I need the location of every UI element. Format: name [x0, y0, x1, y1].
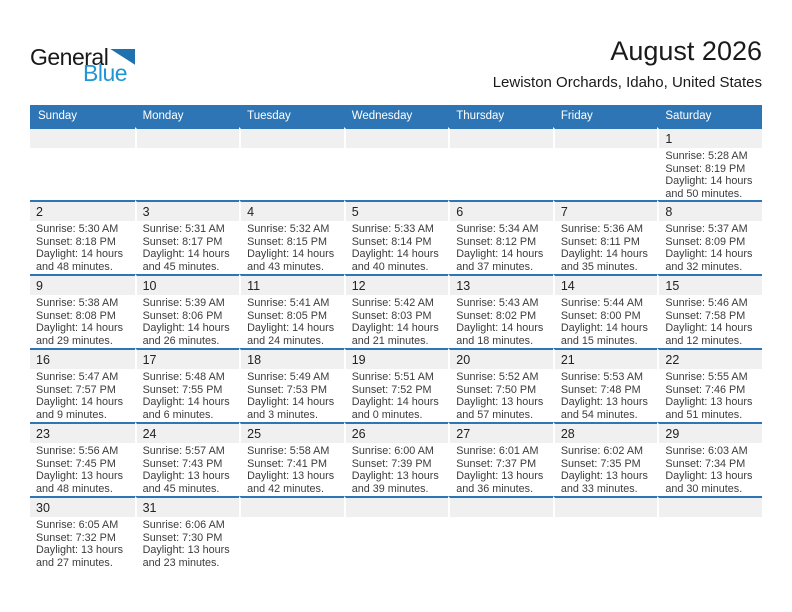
day-number: 28: [555, 424, 658, 443]
day-cell: [448, 200, 553, 274]
daylight-text: Daylight: 13 hours and 57 minutes.: [456, 396, 544, 421]
sunrise-text: Sunrise: 5:34 AM: [456, 223, 539, 235]
daylight-text: Daylight: 14 hours and 3 minutes.: [247, 396, 335, 421]
day-info: [450, 369, 553, 421]
day-info: [555, 517, 658, 519]
empty-day-cell: [657, 496, 762, 570]
day-number: 7: [555, 202, 658, 221]
empty-day-cell: [135, 127, 240, 200]
day-cell: [553, 200, 658, 274]
daylight-text: Daylight: 14 hours and 45 minutes.: [142, 248, 230, 273]
sunset-text: Sunset: 7:48 PM: [560, 383, 641, 396]
week-row: [30, 274, 762, 348]
sunrise-text: Sunrise: 5:39 AM: [142, 297, 225, 309]
sunset-text: Sunset: 7:50 PM: [456, 383, 537, 396]
day-info: [30, 295, 135, 347]
daylight-text: Daylight: 14 hours and 48 minutes.: [36, 248, 124, 273]
sunrise-text: Sunrise: 5:48 AM: [142, 371, 225, 383]
day-info: [137, 369, 240, 421]
day-cell: [135, 496, 240, 570]
sunrise-text: Sunrise: 6:00 AM: [351, 445, 434, 457]
sunset-text: Sunset: 7:43 PM: [142, 457, 223, 470]
sunset-text: Sunset: 8:03 PM: [351, 309, 432, 322]
day-info: [659, 443, 762, 495]
week-row: [30, 200, 762, 274]
day-info: [450, 443, 553, 495]
day-number: 2: [30, 202, 135, 221]
day-info: [137, 517, 240, 569]
sunrise-text: Sunrise: 5:37 AM: [665, 223, 748, 235]
day-info: [346, 517, 449, 519]
day-number: 30: [30, 498, 135, 517]
sunrise-text: Sunrise: 6:03 AM: [665, 445, 748, 457]
day-cell: [657, 274, 762, 348]
sunset-text: Sunset: 8:05 PM: [247, 309, 327, 322]
day-info: [137, 148, 240, 150]
page-subtitle: Lewiston Orchards, Idaho, United States: [492, 74, 762, 91]
sunrise-text: Sunrise: 5:49 AM: [247, 371, 330, 383]
day-number: 27: [450, 424, 553, 443]
day-number: [137, 129, 240, 148]
empty-day-cell: [344, 496, 449, 570]
sunset-text: Sunset: 7:57 PM: [36, 383, 116, 396]
sunrise-text: Sunrise: 5:42 AM: [351, 297, 434, 309]
day-number: 14: [555, 276, 658, 295]
day-info: [241, 295, 344, 347]
day-info: [659, 369, 762, 421]
day-info: [450, 148, 553, 150]
day-number: 26: [346, 424, 449, 443]
day-number: 1: [659, 129, 762, 148]
sunrise-text: Sunrise: 6:05 AM: [36, 519, 119, 531]
sunset-text: Sunset: 7:35 PM: [560, 457, 641, 470]
daylight-text: Daylight: 14 hours and 0 minutes.: [351, 396, 439, 421]
day-number: 12: [346, 276, 449, 295]
empty-day-cell: [553, 496, 658, 570]
day-info: [346, 221, 449, 273]
daylight-text: Daylight: 14 hours and 12 minutes.: [665, 322, 753, 347]
sunset-text: Sunset: 8:02 PM: [456, 309, 537, 322]
day-number: 23: [30, 424, 135, 443]
sunset-text: Sunset: 7:41 PM: [247, 457, 327, 470]
daylight-text: Daylight: 13 hours and 48 minutes.: [36, 470, 124, 495]
sunset-text: Sunset: 8:09 PM: [665, 235, 746, 248]
day-cell: [344, 348, 449, 422]
daylight-text: Daylight: 13 hours and 27 minutes.: [36, 544, 124, 569]
day-number: 4: [241, 202, 344, 221]
day-cell: [30, 200, 135, 274]
day-info: [30, 221, 135, 273]
daylight-text: Daylight: 14 hours and 50 minutes.: [665, 175, 753, 200]
daylight-text: Daylight: 13 hours and 39 minutes.: [351, 470, 439, 495]
day-info: [241, 148, 344, 150]
sunrise-text: Sunrise: 6:06 AM: [142, 519, 225, 531]
day-info: [137, 221, 240, 273]
title-block: [493, 36, 762, 91]
day-cell: [30, 422, 135, 496]
day-number: [30, 129, 135, 148]
sunrise-text: Sunrise: 5:36 AM: [560, 223, 644, 235]
sunrise-text: Sunrise: 5:32 AM: [247, 223, 330, 235]
daylight-text: Daylight: 13 hours and 36 minutes.: [456, 470, 544, 495]
sunrise-text: Sunrise: 5:33 AM: [351, 223, 434, 235]
daylight-text: Daylight: 14 hours and 18 minutes.: [456, 322, 544, 347]
day-cell: [448, 348, 553, 422]
day-cell: [344, 200, 449, 274]
sunset-text: Sunset: 8:17 PM: [142, 235, 223, 248]
weekday-header-friday: Friday: [553, 105, 658, 127]
page-title: August 2026: [610, 36, 762, 66]
empty-day-cell: [448, 127, 553, 200]
sunset-text: Sunset: 7:32 PM: [36, 531, 116, 544]
day-info: [346, 369, 449, 421]
day-info: [659, 295, 762, 347]
day-info: [30, 148, 135, 150]
sunset-text: Sunset: 8:12 PM: [456, 235, 537, 248]
day-info: [450, 221, 553, 273]
day-number: 8: [659, 202, 762, 221]
day-cell: [344, 274, 449, 348]
sunset-text: Sunset: 7:53 PM: [247, 383, 327, 396]
sunrise-text: Sunrise: 5:44 AM: [560, 297, 644, 309]
day-info: [137, 295, 240, 347]
sunrise-text: Sunrise: 5:51 AM: [351, 371, 434, 383]
daylight-text: Daylight: 14 hours and 21 minutes.: [351, 322, 439, 347]
day-info: [346, 443, 449, 495]
day-cell: [135, 422, 240, 496]
day-info: [30, 443, 135, 495]
sunset-text: Sunset: 7:34 PM: [665, 457, 746, 470]
day-number: [241, 129, 344, 148]
daylight-text: Daylight: 13 hours and 54 minutes.: [560, 396, 648, 421]
daylight-text: Daylight: 14 hours and 24 minutes.: [247, 322, 335, 347]
daylight-text: Daylight: 13 hours and 51 minutes.: [665, 396, 753, 421]
day-number: 10: [137, 276, 240, 295]
day-info: [241, 443, 344, 495]
day-cell: [553, 348, 658, 422]
day-number: [555, 129, 658, 148]
day-cell: [657, 200, 762, 274]
sunset-text: Sunset: 8:11 PM: [560, 235, 640, 248]
empty-day-cell: [344, 127, 449, 200]
day-cell: [30, 348, 135, 422]
day-info: [30, 517, 135, 569]
empty-day-cell: [239, 496, 344, 570]
sunrise-text: Sunrise: 5:43 AM: [456, 297, 539, 309]
day-number: [450, 498, 553, 517]
daylight-text: Daylight: 14 hours and 37 minutes.: [456, 248, 544, 273]
day-cell: [448, 274, 553, 348]
day-number: 16: [30, 350, 135, 369]
day-cell: [239, 274, 344, 348]
sunrise-text: Sunrise: 5:28 AM: [665, 150, 748, 162]
sunset-text: Sunset: 7:46 PM: [665, 383, 746, 396]
sunset-text: Sunset: 7:39 PM: [351, 457, 432, 470]
sunrise-text: Sunrise: 5:58 AM: [247, 445, 330, 457]
sunrise-text: Sunrise: 5:47 AM: [36, 371, 119, 383]
day-cell: [657, 348, 762, 422]
day-cell: [135, 274, 240, 348]
logo-text-blue: Blue: [83, 60, 128, 86]
weekday-header-thursday: Thursday: [448, 105, 553, 127]
daylight-text: Daylight: 14 hours and 29 minutes.: [36, 322, 124, 347]
day-number: [346, 498, 449, 517]
day-cell: [657, 422, 762, 496]
general-blue-logo: [30, 46, 135, 85]
sunset-text: Sunset: 7:45 PM: [36, 457, 116, 470]
daylight-text: Daylight: 13 hours and 30 minutes.: [665, 470, 753, 495]
sunset-text: Sunset: 7:55 PM: [142, 383, 223, 396]
daylight-text: Daylight: 14 hours and 40 minutes.: [351, 248, 439, 273]
day-info: [30, 369, 135, 421]
day-cell: [135, 348, 240, 422]
empty-day-cell: [553, 127, 658, 200]
daylight-text: Daylight: 14 hours and 26 minutes.: [142, 322, 230, 347]
day-number: 31: [137, 498, 240, 517]
daylight-text: Daylight: 14 hours and 35 minutes.: [560, 248, 648, 273]
sunset-text: Sunset: 8:00 PM: [560, 309, 641, 322]
day-number: 29: [659, 424, 762, 443]
day-cell: [239, 200, 344, 274]
weekday-header-sunday: Sunday: [30, 105, 135, 127]
day-info: [555, 443, 658, 495]
sunset-text: Sunset: 7:52 PM: [351, 383, 432, 396]
day-info: [241, 369, 344, 421]
day-info: [241, 517, 344, 519]
day-number: 3: [137, 202, 240, 221]
daylight-text: Daylight: 14 hours and 43 minutes.: [247, 248, 335, 273]
day-cell: [30, 274, 135, 348]
day-info: [346, 295, 449, 347]
sunrise-text: Sunrise: 5:53 AM: [560, 371, 644, 383]
day-number: 24: [137, 424, 240, 443]
sunrise-text: Sunrise: 5:52 AM: [456, 371, 539, 383]
day-info: [555, 221, 658, 273]
daylight-text: Daylight: 13 hours and 23 minutes.: [142, 544, 230, 569]
logo-text-general: General: [30, 44, 109, 70]
day-cell: [657, 127, 762, 200]
day-info: [137, 443, 240, 495]
sunrise-text: Sunrise: 6:01 AM: [456, 445, 539, 457]
day-cell: [553, 274, 658, 348]
weekday-header-wednesday: Wednesday: [344, 105, 449, 127]
daylight-text: Daylight: 13 hours and 45 minutes.: [142, 470, 230, 495]
day-cell: [239, 422, 344, 496]
day-number: 6: [450, 202, 553, 221]
sunset-text: Sunset: 7:58 PM: [665, 309, 746, 322]
week-row: [30, 348, 762, 422]
week-row: [30, 422, 762, 496]
sunset-text: Sunset: 8:19 PM: [665, 162, 746, 175]
empty-day-cell: [239, 127, 344, 200]
sunrise-text: Sunrise: 5:56 AM: [36, 445, 119, 457]
sunrise-text: Sunrise: 5:31 AM: [142, 223, 225, 235]
empty-day-cell: [448, 496, 553, 570]
day-info: [241, 221, 344, 273]
day-info: [659, 517, 762, 519]
day-info: [450, 517, 553, 519]
day-number: 18: [241, 350, 344, 369]
day-number: 25: [241, 424, 344, 443]
day-info: [555, 295, 658, 347]
sunrise-text: Sunrise: 6:02 AM: [560, 445, 644, 457]
daylight-text: Daylight: 13 hours and 42 minutes.: [247, 470, 335, 495]
day-info: [659, 148, 762, 200]
day-number: [346, 129, 449, 148]
sunrise-text: Sunrise: 5:38 AM: [36, 297, 119, 309]
sunrise-text: Sunrise: 5:41 AM: [247, 297, 330, 309]
day-number: 5: [346, 202, 449, 221]
weekday-header-row: [30, 105, 762, 127]
day-number: [450, 129, 553, 148]
day-cell: [553, 422, 658, 496]
day-cell: [239, 348, 344, 422]
day-number: [555, 498, 658, 517]
empty-day-cell: [30, 127, 135, 200]
sunset-text: Sunset: 8:08 PM: [36, 309, 116, 322]
day-number: [241, 498, 344, 517]
week-row: [30, 496, 762, 570]
day-cell: [448, 422, 553, 496]
day-info: [555, 148, 658, 150]
day-cell: [344, 422, 449, 496]
day-cell: [30, 496, 135, 570]
daylight-text: Daylight: 13 hours and 33 minutes.: [560, 470, 648, 495]
day-number: 11: [241, 276, 344, 295]
sunset-text: Sunset: 7:37 PM: [456, 457, 537, 470]
weekday-header-tuesday: Tuesday: [239, 105, 344, 127]
day-info: [659, 221, 762, 273]
sunrise-text: Sunrise: 5:46 AM: [665, 297, 748, 309]
sunset-text: Sunset: 8:18 PM: [36, 235, 116, 248]
daylight-text: Daylight: 14 hours and 15 minutes.: [560, 322, 648, 347]
day-number: 21: [555, 350, 658, 369]
week-row: [30, 127, 762, 200]
day-number: 19: [346, 350, 449, 369]
sunrise-text: Sunrise: 5:30 AM: [36, 223, 119, 235]
weekday-header-saturday: Saturday: [657, 105, 762, 127]
weekday-header-monday: Monday: [135, 105, 240, 127]
sunset-text: Sunset: 8:15 PM: [247, 235, 327, 248]
day-number: [659, 498, 762, 517]
daylight-text: Daylight: 14 hours and 6 minutes.: [142, 396, 230, 421]
daylight-text: Daylight: 14 hours and 32 minutes.: [665, 248, 753, 273]
daylight-text: Daylight: 14 hours and 9 minutes.: [36, 396, 124, 421]
day-info: [346, 148, 449, 150]
day-number: 15: [659, 276, 762, 295]
sunrise-text: Sunrise: 5:55 AM: [665, 371, 748, 383]
day-number: 13: [450, 276, 553, 295]
sunset-text: Sunset: 8:14 PM: [351, 235, 432, 248]
day-number: 22: [659, 350, 762, 369]
day-number: 20: [450, 350, 553, 369]
sunset-text: Sunset: 7:30 PM: [142, 531, 223, 544]
sunrise-text: Sunrise: 5:57 AM: [142, 445, 225, 457]
calendar-table: [30, 105, 762, 570]
day-number: 17: [137, 350, 240, 369]
sunset-text: Sunset: 8:06 PM: [142, 309, 223, 322]
day-number: 9: [30, 276, 135, 295]
day-info: [555, 369, 658, 421]
day-cell: [135, 200, 240, 274]
day-info: [450, 295, 553, 347]
